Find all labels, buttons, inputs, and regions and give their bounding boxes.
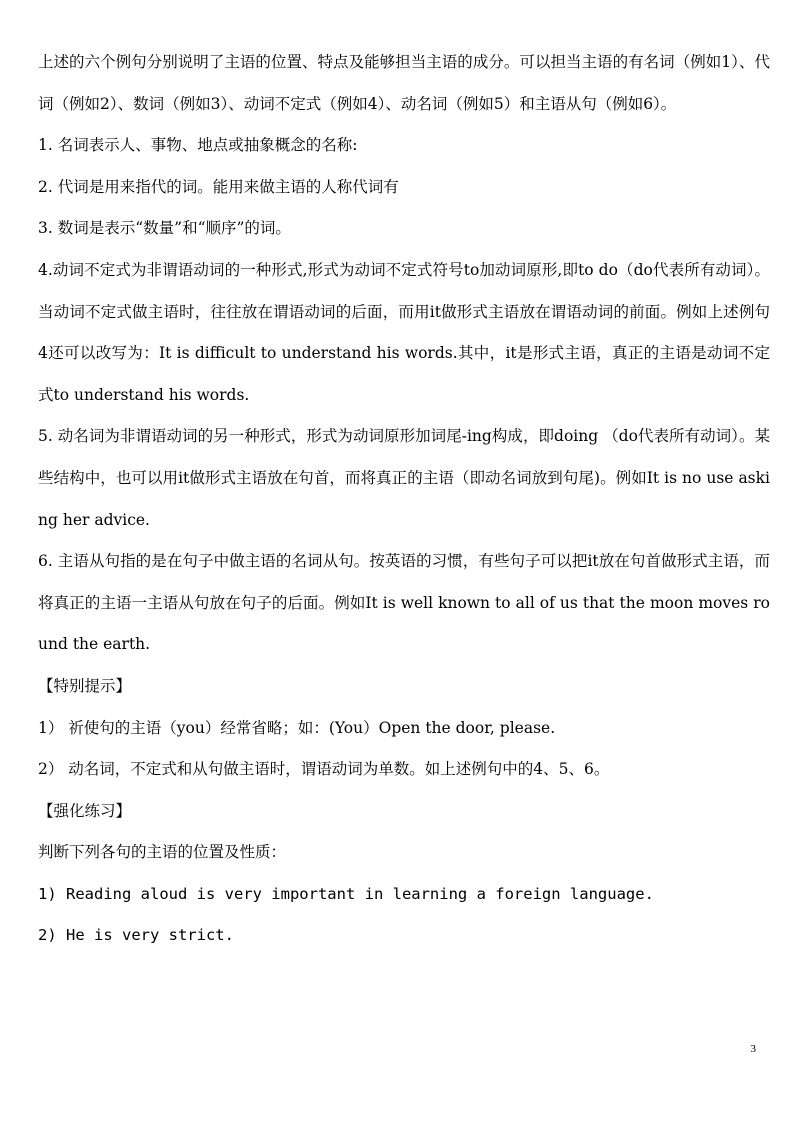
paragraph-subject-clause: 6. 主语从句指的是在句子中做主语的名词从句。按英语的习惯，有些句子可以把it放在句首做形式主语，而将真正的主语一主语从句放在句子的后面。例如It is well known to all of us that the moon moves round the earth. (38, 552, 770, 654)
practice-item-1: 1) Reading aloud is very important in learning a foreign language. (38, 884, 654, 903)
practice-instruction: 判断下列各句的主语的位置及性质： (38, 843, 287, 862)
tip-2: 2） 动名词，不定式和从句做主语时，谓语动词为单数。如上述例句中的4、5、6。 (38, 760, 610, 779)
tip-1: 1） 祈使句的主语（you）经常省略；如：(You）Open the door, please. (38, 718, 556, 737)
document-page (38, 42, 770, 957)
paragraph-gerund: 5. 动名词为非谓语动词的另一种形式，形式为动词原形加词尾-ing构成，即doing （do代表所有动词）。某些结构中，也可以用it做形式主语放在句首，而将真正的主语（即动名词放到句尾)。例如It is no use asking her advice. (38, 427, 770, 529)
paragraph-infinitive: 4.动词不定式为非谓语动词的一种形式,形式为动词不定式符号to加动词原形,即to do（do代表所有动词）。当动词不定式做主语时，往往放在谓语动词的后面，而用it做形式主语放在谓语动词的前面。例如上述例句4还可以改写为：It is difficult to understand his words.其中，it是形式主语，真正的主语是动词不定式to understand his words. (38, 260, 770, 404)
special-tips-heading: 【特别提示】 (38, 676, 132, 695)
paragraph-numeral: 3. 数词是表示“数量”和“顺序”的词。 (38, 219, 291, 238)
paragraph-intro: 上述的六个例句分别说明了主语的位置、特点及能够担当主语的成分。可以担当主语的有名词（例如1）、代词（例如2）、数词（例如3）、动词不定式（例如4）、动名词（例如5）和主语从句（例如6）。 (38, 53, 770, 113)
paragraph-pronoun: 2. 代词是用来指代的词。能用来做主语的人称代词有 (38, 177, 399, 196)
practice-item-2: 2) He is very strict. (38, 926, 234, 945)
practice-heading: 【强化练习】 (38, 801, 132, 820)
page-number: 3 (750, 1043, 756, 1055)
paragraph-noun: 1. 名词表示人、事物、地点或抽象概念的名称: (38, 136, 358, 155)
